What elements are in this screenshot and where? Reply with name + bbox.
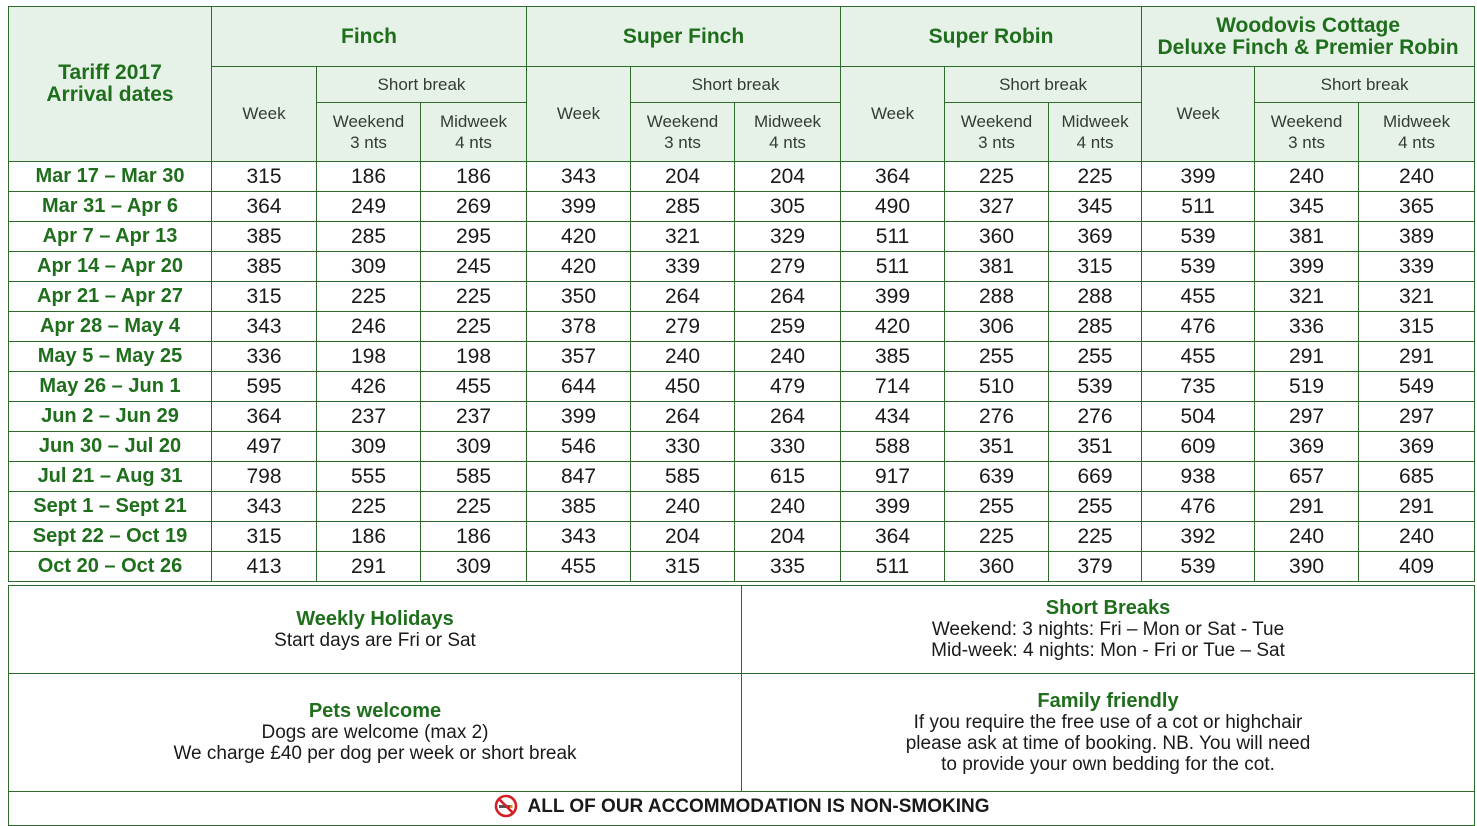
price-cell: 555	[317, 462, 421, 492]
price-cell: 539	[1142, 252, 1255, 282]
table-row	[9, 252, 1475, 282]
price-cell: 455	[421, 372, 527, 402]
price-cell: 240	[735, 492, 841, 522]
short-break-header: Short break	[317, 67, 527, 103]
price-cell: 379	[1049, 552, 1142, 582]
price-cell: 276	[945, 402, 1049, 432]
arrival-date-range: Mar 17 – Mar 30	[9, 162, 212, 192]
price-cell: 511	[841, 252, 945, 282]
weekend-header: Weekend 3 nts	[631, 103, 735, 162]
price-cell: 309	[317, 432, 421, 462]
price-cell: 315	[212, 282, 317, 312]
price-cell: 315	[1049, 252, 1142, 282]
table-row	[9, 372, 1475, 402]
price-cell: 399	[527, 192, 631, 222]
price-cell: 240	[735, 342, 841, 372]
price-cell: 315	[631, 552, 735, 582]
price-cell: 343	[212, 492, 317, 522]
price-cell: 455	[527, 552, 631, 582]
price-cell: 285	[631, 192, 735, 222]
price-cell: 255	[1049, 342, 1142, 372]
price-cell: 420	[527, 222, 631, 252]
price-cell: 225	[1049, 162, 1142, 192]
price-cell: 798	[212, 462, 317, 492]
midweek-header: Midweek 4 nts	[1359, 103, 1475, 162]
price-cell: 365	[1359, 192, 1475, 222]
arrival-date-range: May 26 – Jun 1	[9, 372, 212, 402]
table-row	[9, 402, 1475, 432]
no-smoking-icon	[494, 794, 518, 818]
arrival-date-range: Sept 1 – Sept 21	[9, 492, 212, 522]
price-cell: 285	[317, 222, 421, 252]
price-cell: 714	[841, 372, 945, 402]
price-cell: 279	[735, 252, 841, 282]
price-cell: 539	[1142, 222, 1255, 252]
weekend-header: Weekend 3 nts	[945, 103, 1049, 162]
price-cell: 389	[1359, 222, 1475, 252]
price-cell: 315	[212, 162, 317, 192]
price-cell: 288	[1049, 282, 1142, 312]
price-cell: 585	[421, 462, 527, 492]
price-cell: 450	[631, 372, 735, 402]
table-row	[9, 522, 1475, 552]
price-cell: 297	[1255, 402, 1359, 432]
price-cell: 225	[317, 492, 421, 522]
price-cell: 343	[212, 312, 317, 342]
price-cell: 476	[1142, 312, 1255, 342]
property-super-finch: Super Finch	[527, 7, 841, 67]
price-cell: 345	[1255, 192, 1359, 222]
price-cell: 198	[317, 342, 421, 372]
price-cell: 420	[527, 252, 631, 282]
price-cell: 237	[317, 402, 421, 432]
tariff-body	[9, 162, 1475, 582]
price-cell: 225	[317, 282, 421, 312]
price-cell: 291	[1359, 342, 1475, 372]
pets-line-2: We charge £40 per dog per week or short break	[173, 743, 577, 764]
price-cell: 269	[421, 192, 527, 222]
price-cell: 240	[1359, 162, 1475, 192]
short-break-header: Short break	[631, 67, 841, 103]
weekend-header: Weekend 3 nts	[317, 103, 421, 162]
price-cell: 225	[421, 282, 527, 312]
price-cell: 343	[527, 162, 631, 192]
price-cell: 399	[1255, 252, 1359, 282]
price-cell: 343	[527, 522, 631, 552]
family-line-2: please ask at time of booking. NB. You will need	[905, 732, 1311, 754]
tariff-year: Tariff 2017	[58, 61, 162, 84]
price-cell: 309	[421, 432, 527, 462]
price-cell: 345	[1049, 192, 1142, 222]
price-cell: 476	[1142, 492, 1255, 522]
price-cell: 276	[1049, 402, 1142, 432]
price-cell: 240	[631, 342, 735, 372]
price-cell: 546	[527, 432, 631, 462]
short-breaks-weekend: Weekend: 3 nights: Fri – Mon or Sat - Tue	[931, 619, 1285, 640]
property-woodovis-cottage: Woodovis Cottage Deluxe Finch & Premier Robin	[1142, 7, 1475, 67]
price-cell: 321	[1359, 282, 1475, 312]
arrival-date-range: Jun 30 – Jul 20	[9, 432, 212, 462]
pets-line-1: Dogs are welcome (max 2)	[261, 722, 489, 743]
table-row	[9, 432, 1475, 462]
price-cell: 240	[1359, 522, 1475, 552]
price-cell: 321	[1255, 282, 1359, 312]
price-cell: 186	[317, 522, 421, 552]
price-cell: 351	[1049, 432, 1142, 462]
price-cell: 539	[1142, 552, 1255, 582]
week-header: Week	[1142, 67, 1255, 162]
week-header: Week	[841, 67, 945, 162]
price-cell: 329	[735, 222, 841, 252]
price-cell: 204	[631, 522, 735, 552]
weekend-header: Weekend 3 nts	[1255, 103, 1359, 162]
price-cell: 255	[945, 342, 1049, 372]
table-row	[9, 222, 1475, 252]
price-cell: 385	[212, 222, 317, 252]
price-cell: 186	[421, 522, 527, 552]
price-cell: 609	[1142, 432, 1255, 462]
arrival-date-range: Oct 20 – Oct 26	[9, 552, 212, 582]
price-cell: 279	[631, 312, 735, 342]
arrival-date-range: Jul 21 – Aug 31	[9, 462, 212, 492]
week-header: Week	[527, 67, 631, 162]
price-cell: 330	[735, 432, 841, 462]
price-cell: 639	[945, 462, 1049, 492]
arrival-date-range: Apr 7 – Apr 13	[9, 222, 212, 252]
price-cell: 426	[317, 372, 421, 402]
price-cell: 511	[841, 552, 945, 582]
price-cell: 339	[1359, 252, 1475, 282]
price-cell: 327	[945, 192, 1049, 222]
price-cell: 237	[421, 402, 527, 432]
table-row	[9, 312, 1475, 342]
price-cell: 385	[212, 252, 317, 282]
price-cell: 479	[735, 372, 841, 402]
price-cell: 511	[841, 222, 945, 252]
pets-welcome-title: Pets welcome	[308, 700, 442, 722]
price-cell: 330	[631, 432, 735, 462]
price-cell: 186	[421, 162, 527, 192]
table-row	[9, 552, 1475, 582]
price-cell: 685	[1359, 462, 1475, 492]
price-cell: 519	[1255, 372, 1359, 402]
price-cell: 351	[945, 432, 1049, 462]
family-friendly-title: Family friendly	[1037, 689, 1179, 712]
price-cell: 198	[421, 342, 527, 372]
price-cell: 385	[841, 342, 945, 372]
price-cell: 657	[1255, 462, 1359, 492]
price-cell: 455	[1142, 282, 1255, 312]
price-cell: 291	[317, 552, 421, 582]
price-cell: 305	[735, 192, 841, 222]
table-row	[9, 162, 1475, 192]
arrival-date-range: Jun 2 – Jun 29	[9, 402, 212, 432]
family-line-1: If you require the free use of a cot or highchair	[913, 711, 1303, 733]
table-row	[9, 342, 1475, 372]
price-cell: 369	[1255, 432, 1359, 462]
price-cell: 297	[1359, 402, 1475, 432]
price-cell: 245	[421, 252, 527, 282]
midweek-header: Midweek 4 nts	[735, 103, 841, 162]
price-cell: 378	[527, 312, 631, 342]
no-smoking-banner	[9, 792, 1475, 826]
family-friendly-box	[742, 674, 1475, 792]
tariff-table	[8, 6, 1475, 582]
price-cell: 315	[212, 522, 317, 552]
price-cell: 255	[945, 492, 1049, 522]
price-cell: 259	[735, 312, 841, 342]
short-breaks-box	[742, 586, 1475, 674]
table-row	[9, 192, 1475, 222]
midweek-header: Midweek 4 nts	[1049, 103, 1142, 162]
table-row	[9, 462, 1475, 492]
price-cell: 381	[945, 252, 1049, 282]
arrival-date-range: Apr 21 – Apr 27	[9, 282, 212, 312]
price-cell: 847	[527, 462, 631, 492]
price-cell: 369	[1049, 222, 1142, 252]
price-cell: 240	[1255, 522, 1359, 552]
midweek-header: Midweek 4 nts	[421, 103, 527, 162]
price-cell: 504	[1142, 402, 1255, 432]
price-cell: 644	[527, 372, 631, 402]
price-cell: 735	[1142, 372, 1255, 402]
table-row	[9, 282, 1475, 312]
price-cell: 350	[527, 282, 631, 312]
price-cell: 588	[841, 432, 945, 462]
arrival-date-range: May 5 – May 25	[9, 342, 212, 372]
price-cell: 364	[841, 162, 945, 192]
price-cell: 510	[945, 372, 1049, 402]
price-cell: 285	[1049, 312, 1142, 342]
price-cell: 225	[1049, 522, 1142, 552]
price-cell: 321	[631, 222, 735, 252]
price-cell: 399	[841, 282, 945, 312]
short-breaks-midweek: Mid-week: 4 nights: Mon - Fri or Tue – Sat	[931, 640, 1285, 661]
price-cell: 291	[1359, 492, 1475, 522]
price-cell: 336	[1255, 312, 1359, 342]
price-cell: 409	[1359, 552, 1475, 582]
price-cell: 390	[1255, 552, 1359, 582]
price-cell: 204	[735, 522, 841, 552]
price-cell: 399	[527, 402, 631, 432]
arrival-date-range: Apr 14 – Apr 20	[9, 252, 212, 282]
property-finch: Finch	[212, 7, 527, 67]
price-cell: 240	[631, 492, 735, 522]
weekly-holidays-box	[9, 586, 742, 674]
price-cell: 240	[1255, 162, 1359, 192]
price-cell: 306	[945, 312, 1049, 342]
price-cell: 360	[945, 222, 1049, 252]
price-cell: 511	[1142, 192, 1255, 222]
price-cell: 585	[631, 462, 735, 492]
price-cell: 186	[317, 162, 421, 192]
price-cell: 225	[945, 522, 1049, 552]
price-cell: 204	[631, 162, 735, 192]
price-cell: 288	[945, 282, 1049, 312]
price-cell: 490	[841, 192, 945, 222]
price-cell: 255	[1049, 492, 1142, 522]
price-cell: 364	[212, 192, 317, 222]
weekly-holidays-text: Start days are Fri or Sat	[274, 629, 476, 651]
price-cell: 315	[1359, 312, 1475, 342]
price-cell: 246	[317, 312, 421, 342]
price-cell: 364	[841, 522, 945, 552]
price-cell: 360	[945, 552, 1049, 582]
price-cell: 295	[421, 222, 527, 252]
price-cell: 339	[631, 252, 735, 282]
price-cell: 264	[631, 402, 735, 432]
price-cell: 595	[212, 372, 317, 402]
family-line-3: to provide your own bedding for the cot.	[941, 753, 1275, 775]
price-cell: 392	[1142, 522, 1255, 552]
price-cell: 917	[841, 462, 945, 492]
price-cell: 309	[421, 552, 527, 582]
price-cell: 336	[212, 342, 317, 372]
arrival-date-range: Mar 31 – Apr 6	[9, 192, 212, 222]
price-cell: 938	[1142, 462, 1255, 492]
arrival-dates-label: Arrival dates	[46, 83, 174, 106]
price-cell: 225	[421, 492, 527, 522]
price-cell: 434	[841, 402, 945, 432]
short-break-header: Short break	[1255, 67, 1475, 103]
price-cell: 420	[841, 312, 945, 342]
price-cell: 381	[1255, 222, 1359, 252]
price-cell: 669	[1049, 462, 1142, 492]
short-break-header: Short break	[945, 67, 1142, 103]
no-smoking-text: ALL OF OUR ACCOMMODATION IS NON-SMOKING	[527, 795, 990, 817]
price-cell: 225	[421, 312, 527, 342]
price-cell: 309	[317, 252, 421, 282]
price-cell: 264	[735, 402, 841, 432]
table-row	[9, 492, 1475, 522]
price-cell: 615	[735, 462, 841, 492]
price-cell: 497	[212, 432, 317, 462]
short-breaks-title: Short Breaks	[1045, 597, 1171, 619]
price-cell: 385	[527, 492, 631, 522]
price-cell: 264	[735, 282, 841, 312]
price-cell: 364	[212, 402, 317, 432]
weekly-holidays-title: Weekly Holidays	[296, 607, 454, 630]
price-cell: 204	[735, 162, 841, 192]
property-super-robin: Super Robin	[841, 7, 1142, 67]
price-cell: 357	[527, 342, 631, 372]
price-cell: 249	[317, 192, 421, 222]
price-cell: 549	[1359, 372, 1475, 402]
tariff-heading	[9, 7, 212, 162]
price-cell: 413	[212, 552, 317, 582]
arrival-date-range: Apr 28 – May 4	[9, 312, 212, 342]
pets-welcome-box	[9, 674, 742, 792]
price-cell: 399	[1142, 162, 1255, 192]
price-cell: 225	[945, 162, 1049, 192]
price-cell: 291	[1255, 492, 1359, 522]
price-cell: 264	[631, 282, 735, 312]
price-cell: 369	[1359, 432, 1475, 462]
price-cell: 291	[1255, 342, 1359, 372]
notes-section	[8, 585, 1474, 826]
price-cell: 455	[1142, 342, 1255, 372]
price-cell: 335	[735, 552, 841, 582]
price-cell: 399	[841, 492, 945, 522]
week-header: Week	[212, 67, 317, 162]
price-cell: 539	[1049, 372, 1142, 402]
arrival-date-range: Sept 22 – Oct 19	[9, 522, 212, 552]
